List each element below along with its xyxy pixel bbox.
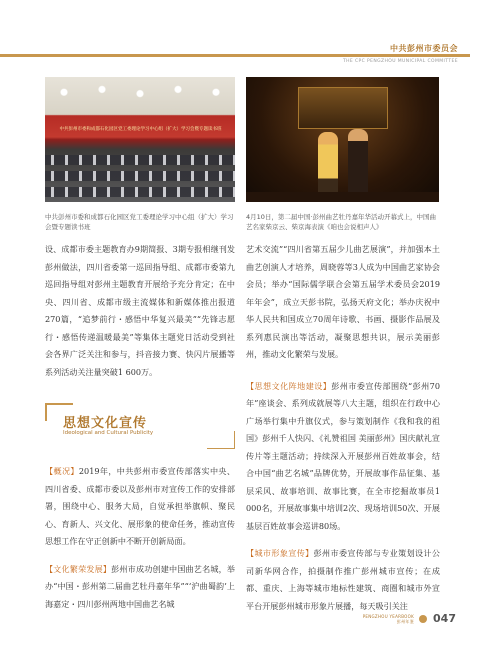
footer-brand-cn: 彭州年鉴 <box>396 619 414 624</box>
performer-right <box>348 129 368 195</box>
section-subtitle: Ideological and Cultural Publicity <box>63 430 154 436</box>
footer-brand-en: PENGZHOU YEARBOOK <box>362 614 414 619</box>
header-rule <box>0 54 470 57</box>
culture-paragraph <box>45 561 235 614</box>
stage-floor <box>246 192 439 202</box>
header-subtitle: THE CPC PENGZHOU MUNICIPAL COMMITTEE <box>342 59 458 64</box>
footer-brand <box>363 614 414 624</box>
ceiling-lights <box>45 81 235 109</box>
left-photo-caption: 中共彭州市委和成都石化园区党工委理论学习中心组（扩大）学习会暨专题读书班 <box>45 213 234 231</box>
position-text: 彭州市委宣传部围绕“彭州70年”座谈会、系列成就展等八大主题，组织在行政中心广场举行集中升旗仪式，参与策划制作《我和我的祖国》彭州千人快闪、《礼赞祖国 美丽彭州》国庆献礼宣传片等主题活动；持续深入开展彭州百姓故事会，结合中国“曲艺名城”品牌优势，开展故事作品征集、基层采风、故事培训、故事比赛，在全市挖掘故事员1 000名，开展故事集中培训2次、现场培训50次、开展基层百姓故事会巡讲80场。 <box>246 380 440 531</box>
right-photo-caption: 4月10日，第二届中国·彭州曲艺牡丹嘉年华活动开幕式上，中国曲艺名家柴京云、柴京海表演《咱也会说相声人》 <box>246 213 436 231</box>
image-tag: 【城市形象宣传】 <box>246 548 314 558</box>
overview-paragraph <box>45 463 235 551</box>
overview-text: 2019年，中共彭州市委宣传部落实中央、四川省委、成都市委以及彭州市对宣传工作的安排部署，围绕中心、服务大局，自觉承担举旗帜、聚民心、育新人、兴文化、展形象的使命任务，推动宣传思想工作在守正创新中不断开创新局面。 <box>45 466 235 546</box>
image-text: 彭州市委宣传部与专业策划设计公司新华网合作，拍摄制作推广彭州城市宣传；在成都、重庆、上海等城市地标性建筑、商圈和城市外宣平台开展彭州城市形象片展播，每天吸引关注 <box>246 548 440 611</box>
header-title: 中共彭州市委员会 <box>390 44 458 53</box>
section-title: 思想文化宣传 <box>63 416 148 431</box>
culture-text: 彭州市成功创建中国曲艺名城，举办“中国・彭州第二届曲艺牡丹嘉年华”“‘沪曲蜀韵’上海嘉定・四川彭州两地中国曲艺名城 <box>45 563 235 609</box>
left-paragraph-1: 设、成都市委主题教育办9期简报、3期专报相继刊发彭州做法，四川省委第一巡回指导组、成都市委第九巡回指导组对彭州主题教育开展给予充分肯定；在中央、四川省、成都市级主流媒体和新媒体推出报道270篇，“追梦前行・感悟中华复兴最美”“先锋志愿行・感悟传递温暖最美”等集体主题党日活动受到社会各界广泛关注和参与，抖音接力赛、快闪片展播等系列活动关注量突破1 600万。 <box>45 244 235 377</box>
meeting-banner-text: 中共彭州市委和成都石化园区党工委理论学习中心组（扩大）学习会暨专题读书班 <box>59 127 222 132</box>
performer-left <box>318 132 338 194</box>
corner-line <box>45 403 47 421</box>
stage-screen <box>298 87 388 129</box>
audience-row <box>45 171 235 181</box>
right-column <box>246 241 440 615</box>
footer-emblem-icon <box>419 615 427 623</box>
culture-tag: 【文化繁荣发展】 <box>45 563 112 574</box>
section-heading-box <box>45 403 235 449</box>
audience-row <box>45 187 235 197</box>
left-column-lower <box>45 463 235 613</box>
position-paragraph <box>246 378 440 536</box>
corner-line <box>234 431 236 449</box>
position-tag: 【思想文化阵地建设】 <box>246 380 332 391</box>
corner-line <box>45 403 73 405</box>
page-number: 047 <box>433 612 456 625</box>
overview-tag: 【概况】 <box>45 466 79 476</box>
left-column <box>45 241 235 381</box>
right-paragraph-1: 艺术交流”“四川省第五届少儿曲艺展演”，并加强本土曲艺创演人才培养，周晓蓉等3人成为中国曲艺家协会会员；举办“国际儒学联合会第五届学术委员会2019年年会”，成立天彭书院，弘扬天府文化；举办庆祝中华人民共和国成立70周年诗歌、书画、摄影作品展及系列惠民演出等活动，凝聚思想共识，展示美丽彭州，推动文化繁荣与发展。 <box>246 244 440 359</box>
performance-photo <box>246 77 439 202</box>
meeting-photo <box>45 77 235 202</box>
image-paragraph <box>246 545 440 615</box>
page-footer <box>0 614 480 626</box>
audience-row <box>45 155 235 165</box>
corner-line <box>207 448 235 450</box>
